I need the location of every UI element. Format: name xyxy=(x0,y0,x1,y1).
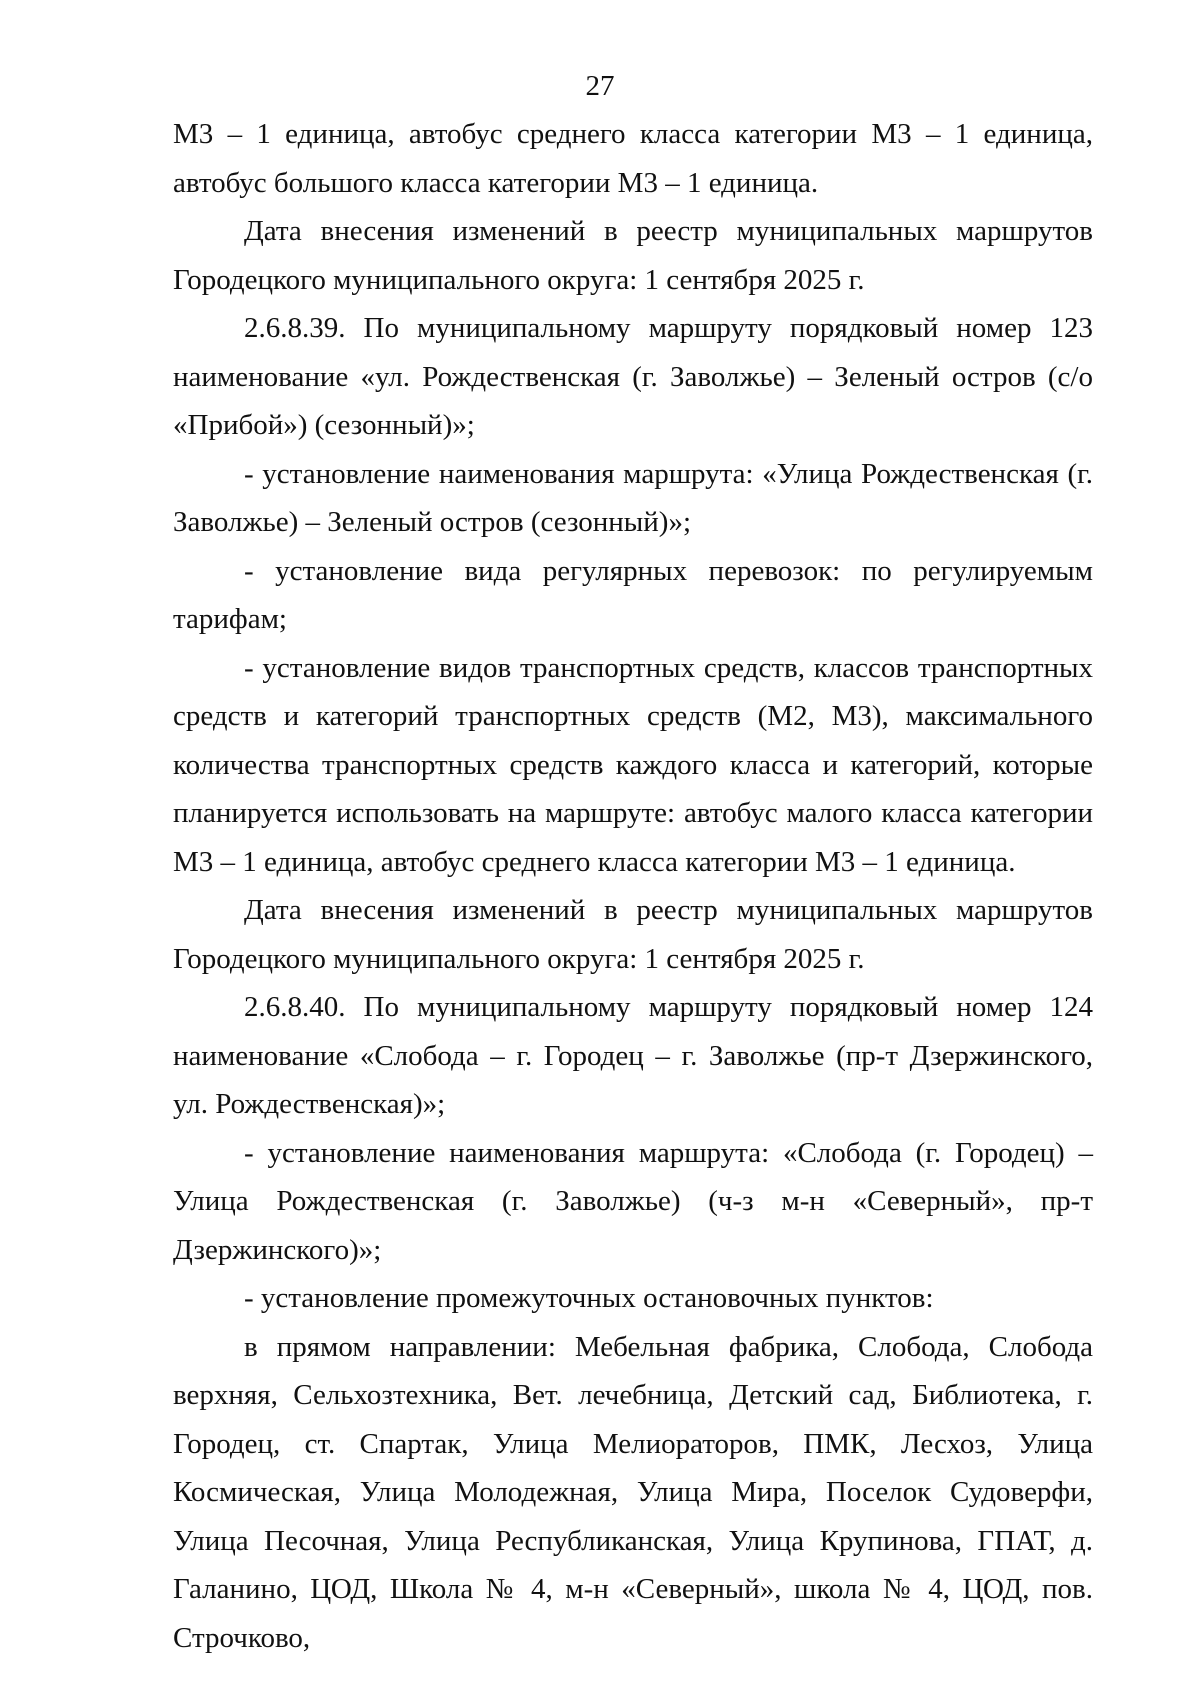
paragraph: - установление вида регулярных перевозок: по регулируемым тарифам; xyxy=(173,554,1093,635)
paragraph: - установление промежуточных остановочных пунктов: xyxy=(244,1282,934,1314)
paragraph: 2.6.8.39. По муниципальному маршруту порядковый номер 123 наименование «ул. Рождественская (г. Заволжье) – Зеленый остров (с/о «Прибой») (сезонный)»; xyxy=(173,312,1093,441)
page-number: 27 xyxy=(585,70,615,102)
paragraph: - установление наименования маршрута: «Улица Рождественская (г. Заволжье) – Зеленый остров (сезонный)»; xyxy=(173,457,1093,538)
paragraph: 2.6.8.40. По муниципальному маршруту порядковый номер 124 наименование «Слобода – г. Городец – г. Заволжье (пр-т Дзержинского, ул. Рождественская)»; xyxy=(173,991,1093,1120)
paragraph: в прямом направлении: Мебельная фабрика, Слобода, Слобода верхняя, Сельхозтехника, Вет. лечебница, Детский сад, Библиотека, г. Городец, ст. Спартак, Улица Мелиораторов, ПМК, Лесхоз, Улица Космическая, Улица Молодежная, Улица Мира, Поселок Судоверфи, Улица Песочная, Улица Республиканская, Улица Крупинова, ГПАТ, д. Галанино, ЦОД, Школа № 4, м-н «Северный», школа № 4, ЦОД, пов. Строчково, xyxy=(173,1330,1093,1654)
paragraph: Дата внесения изменений в реестр муниципальных маршрутов Городецкого муниципального округа: 1 сентября 2025 г. xyxy=(173,215,1093,296)
paragraph: - установление наименования маршрута: «Слобода (г. Городец) – Улица Рождественская (г. Заволжье) (ч-з м-н «Северный», пр-т Дзержинского)»; xyxy=(173,1136,1093,1266)
paragraph: Дата внесения изменений в реестр муниципальных маршрутов Городецкого муниципального округа: 1 сентября 2025 г. xyxy=(173,894,1093,975)
paragraph: - установление видов транспортных средств, классов транспортных средств и категорий транспортных средств (М2, М3), максимального количества транспортных средств каждого класса и категорий, которые планируется использовать на маршруте: автобус малого класса категории М3 – 1 единица, автобус среднего класса категории М3 – 1 единица. xyxy=(173,651,1093,878)
paragraph: М3 – 1 единица, автобус среднего класса категории М3 – 1 единица, автобус большого класса категории М3 – 1 единица. xyxy=(173,118,1093,199)
document-body xyxy=(173,110,1093,1662)
